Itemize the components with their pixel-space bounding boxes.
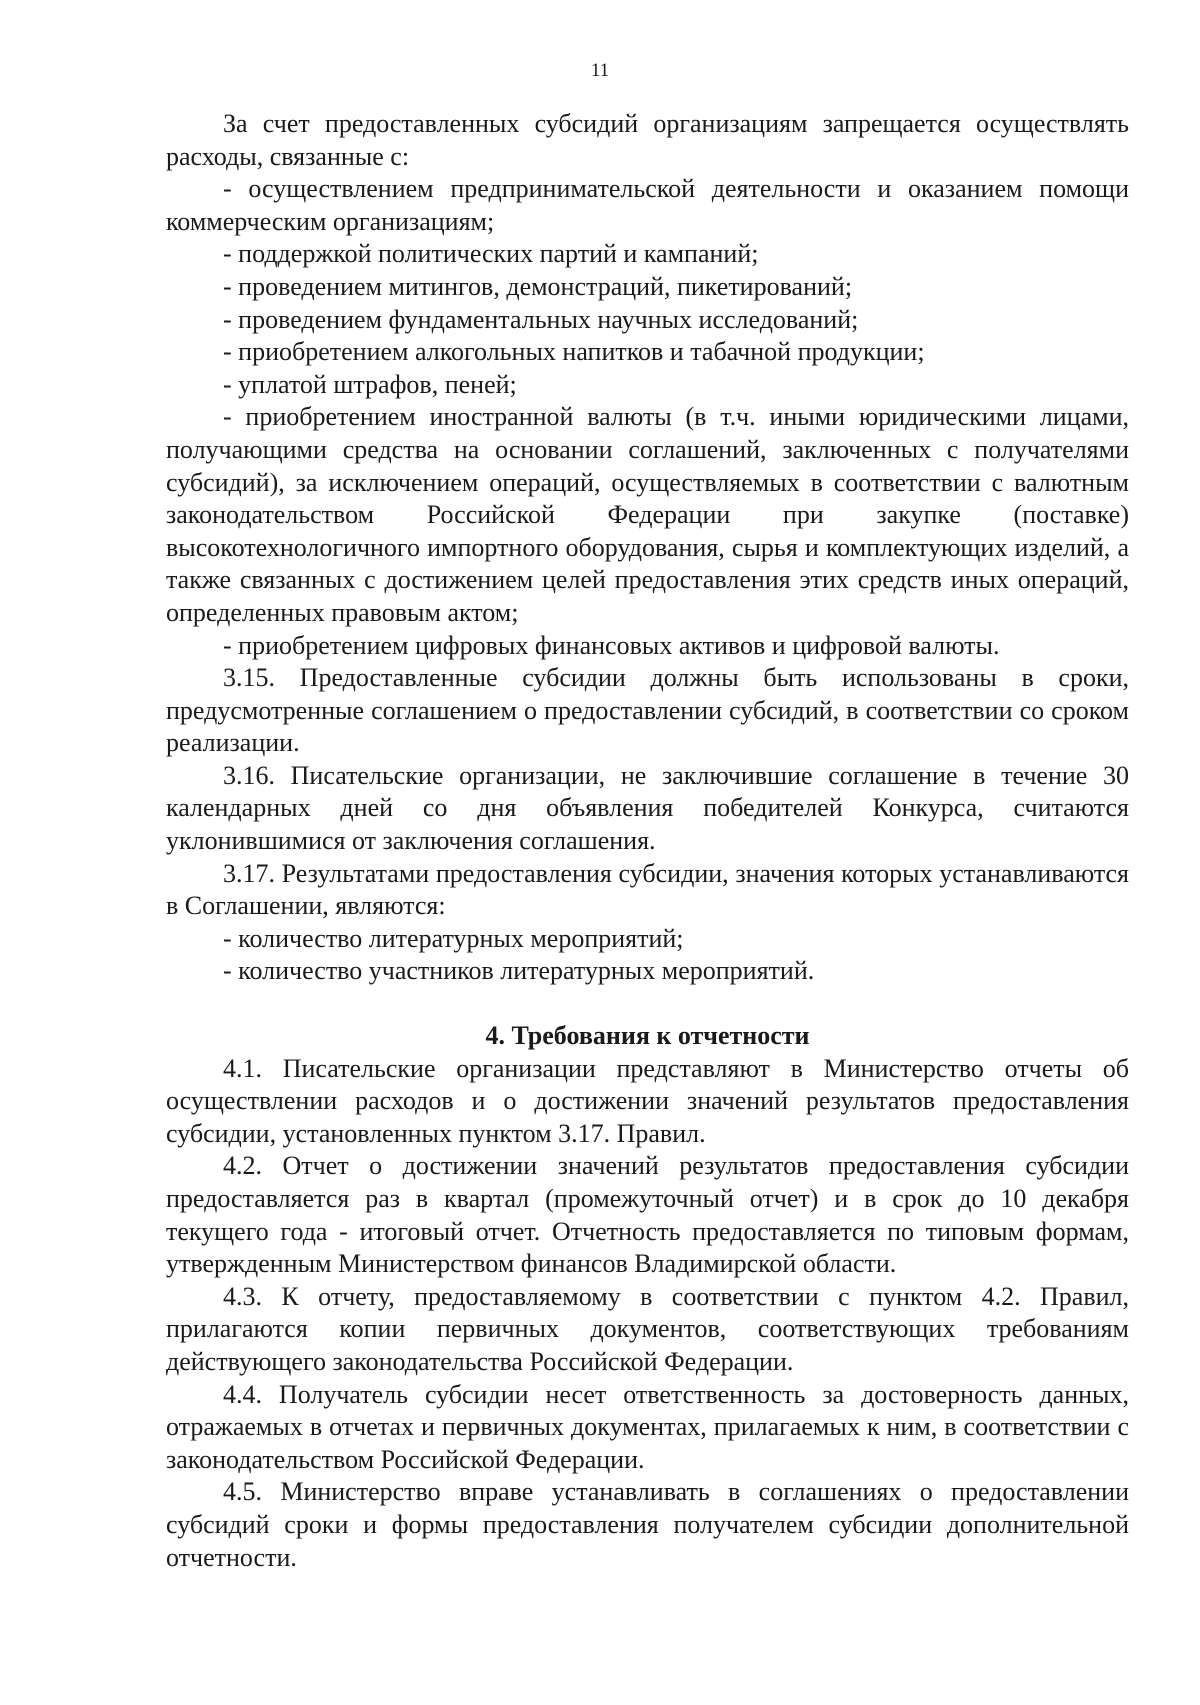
- clause-4-2: 4.2. Отчет о достижении значений результатов предоставления субсидии предоставляется раз в квартал (промежуточный отчет) и в срок до 10 декабря текущего года - итоговый отчет. Отчетность предоставляется по типовым формам, утвержденным Министерством финансов Владимирской области.: [166, 1151, 1129, 1279]
- list-item-political-parties: - поддержкой политических партий и кампаний;: [223, 239, 759, 269]
- list-item-foreign-currency: - приобретением иностранной валюты (в т.ч. иными юридическими лицами, получающими средства на основании соглашений, заключенных с получателями субсидий), за исключением операций, осуществляемых в соответствии с валютным законодательством Российской Федерации при закупке (поставке) высокотехнологичного импортного оборудования, сырья и комплектующих изделий, а также связанных с достижением целей предоставления этих средств иных операций, определенных правовым актом;: [166, 402, 1129, 627]
- list-item-alcohol-tobacco: - приобретением алкогольных напитков и табачной продукции;: [223, 337, 925, 367]
- clause-4-1: 4.1. Писательские организации представляют в Министерство отчеты об осуществлении расходов и о достижении значений результатов предоставления субсидии, установленных пунктом 3.17. Правил.: [166, 1053, 1129, 1148]
- document-body: [166, 108, 1129, 1574]
- clause-3-16: 3.16. Писательские организации, не заключившие соглашение в течение 30 календарных дней со дня объявления победителей Конкурса, считаются уклонившимися от заключения соглашения.: [166, 760, 1129, 856]
- list-item-entrepreneurship: - осуществлением предпринимательской деятельности и оказанием помощи коммерческим организациям;: [166, 174, 1129, 236]
- clause-3-17: 3.17. Результатами предоставления субсидии, значения которых устанавливаются в Соглашении, являются:: [166, 858, 1129, 921]
- section-heading-reporting: 4. Требования к отчетности: [485, 1021, 810, 1051]
- page-number: 11: [590, 60, 610, 81]
- list-item-rallies: - проведением митингов, демонстраций, пикетирований;: [223, 271, 853, 301]
- clause-4-3: 4.3. К отчету, предоставляемому в соответствии с пунктом 4.2. Правил, прилагаются копии первичных документов, соответствующих требованиям действующего законодательства Российской Федерации.: [166, 1281, 1129, 1376]
- list-item-digital-assets: - приобретением цифровых финансовых активов и цифровой валюты.: [223, 630, 1000, 660]
- clause-4-4: 4.4. Получатель субсидии несет ответственность за достоверность данных, отражаемых в отчетах и первичных документах, прилагаемых к ним, в соответствии с законодательством Российской Федерации.: [166, 1379, 1129, 1474]
- paragraph-expense-restrictions: За счет предоставленных субсидий организациям запрещается осуществлять расходы, связанные с:: [166, 109, 1129, 171]
- clause-3-15: 3.15. Предоставленные субсидии должны быть использованы в сроки, предусмотренные соглашением о предоставлении субсидий, в соответствии со сроком реализации.: [166, 663, 1129, 758]
- list-item-participant-count: - количество участников литературных мероприятий.: [223, 956, 815, 986]
- list-item-event-count: - количество литературных мероприятий;: [223, 923, 684, 953]
- list-item-fundamental-research: - проведением фундаментальных научных исследований;: [223, 304, 859, 334]
- clause-4-5: 4.5. Министерство вправе устанавливать в соглашениях о предоставлении субсидий сроки и формы предоставления получателем субсидии дополнительной отчетности.: [166, 1477, 1129, 1572]
- list-item-fines: - уплатой штрафов, пеней;: [223, 369, 517, 399]
